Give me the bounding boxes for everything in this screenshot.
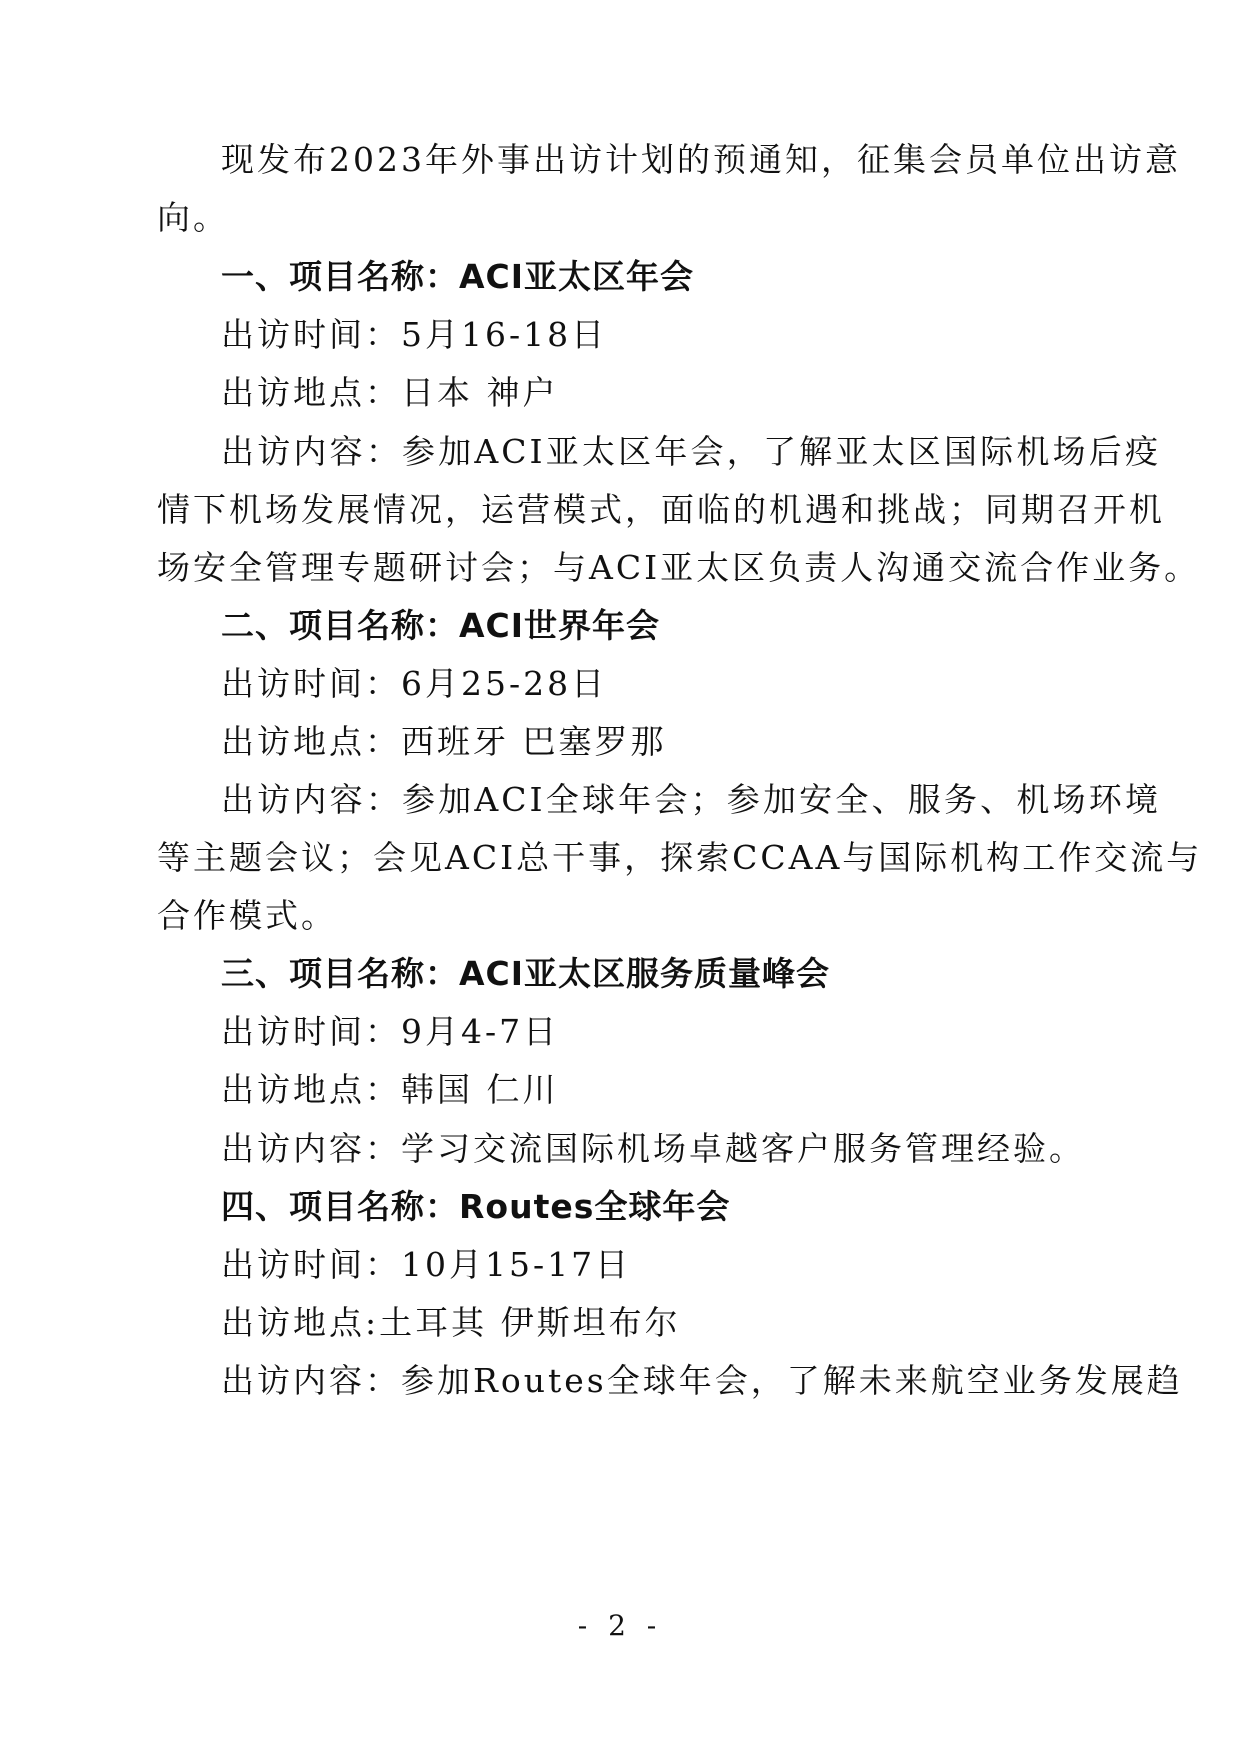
section-2-time: 出访时间：6月25-28日 [221, 664, 608, 703]
section-3-heading: 三、项目名称：ACI亚太区服务质量峰会 [221, 954, 831, 993]
section-2-content-line-2: 等主题会议；会见ACI总干事，探索CCAA与国际机构工作交流与 [157, 838, 1203, 877]
section-4-time: 出访时间：10月15-17日 [221, 1245, 632, 1284]
section-4-heading: 四、项目名称：Routes全球年会 [221, 1187, 731, 1226]
section-2-content-line-1: 出访内容：参加ACI全球年会；参加安全、服务、机场环境 [221, 780, 1161, 819]
section-2-place: 出访地点：西班牙 巴塞罗那 [221, 722, 667, 761]
section-3-time: 出访时间：9月4-7日 [221, 1012, 560, 1051]
section-1-time: 出访时间：5月16-18日 [221, 315, 608, 354]
intro-line-1: 现发布2023年外事出访计划的预通知，征集会员单位出访意 [221, 140, 1181, 179]
section-1-content-line-1: 出访内容：参加ACI亚太区年会，了解亚太区国际机场后疫 [221, 432, 1161, 471]
section-3-content-line-1: 出访内容：学习交流国际机场卓越客户服务管理经验。 [221, 1129, 1085, 1168]
section-1-heading: 一、项目名称：ACI亚太区年会 [221, 257, 695, 296]
section-1-place: 出访地点：日本 神户 [221, 373, 559, 412]
section-2-content-line-3: 合作模式。 [157, 896, 337, 935]
section-4-content-line-1: 出访内容：参加Routes全球年会，了解未来航空业务发展趋 [221, 1361, 1183, 1400]
section-2-heading: 二、项目名称：ACI世界年会 [221, 606, 661, 645]
section-1-content-line-3: 场安全管理专题研讨会；与ACI亚太区负责人沟通交流合作业务。 [157, 548, 1201, 587]
page-number: - 2 - [577, 1609, 663, 1642]
intro-line-2: 向。 [157, 198, 229, 237]
section-4-place: 出访地点:土耳其 伊斯坦布尔 [221, 1303, 681, 1342]
section-1-content-line-2: 情下机场发展情况，运营模式，面临的机遇和挑战；同期召开机 [157, 490, 1165, 529]
section-3-place: 出访地点：韩国 仁川 [221, 1070, 559, 1109]
